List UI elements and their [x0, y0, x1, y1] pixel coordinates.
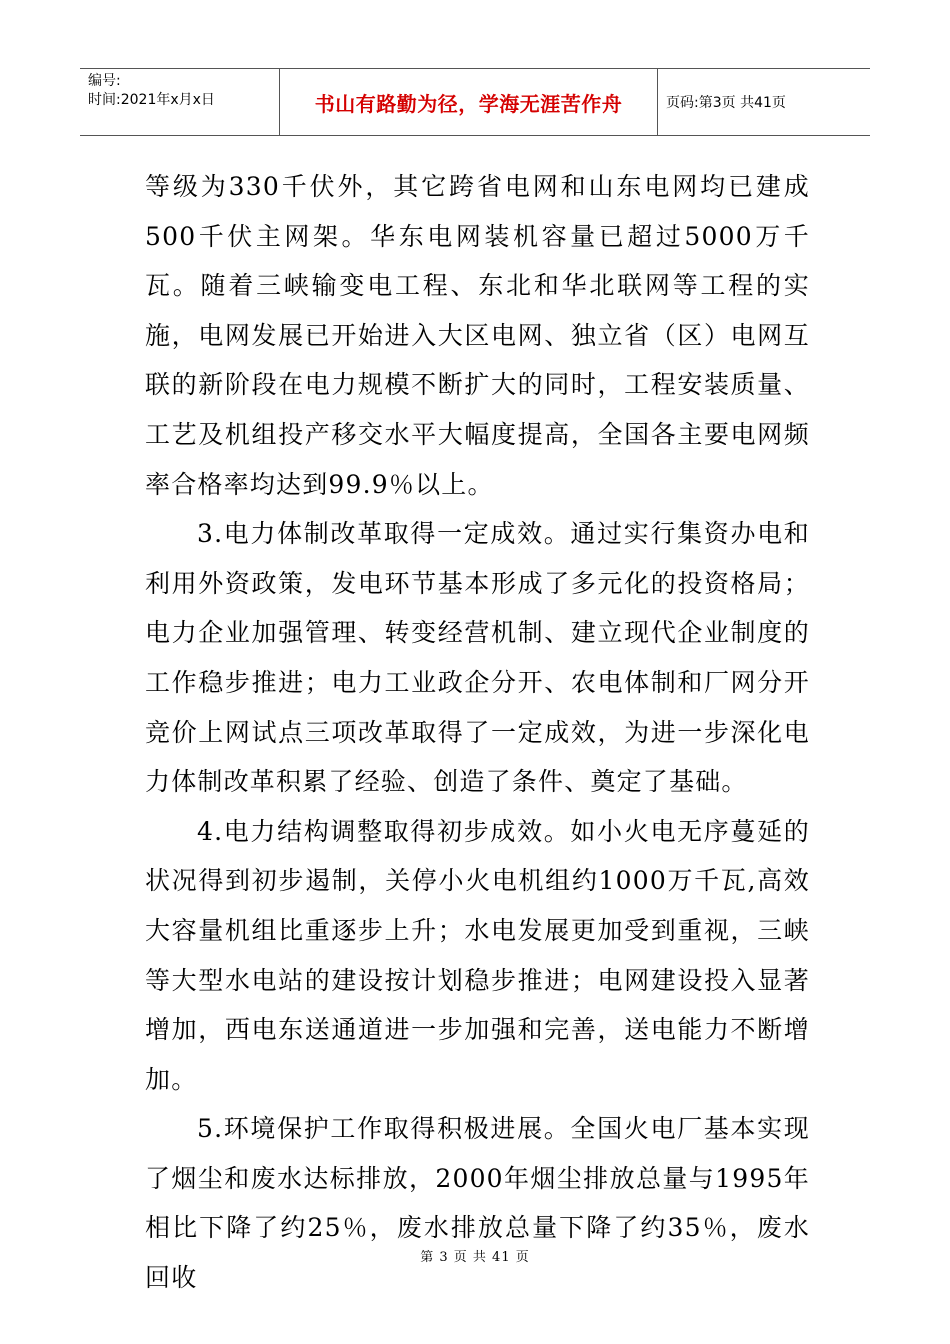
header-meta: [80, 69, 280, 135]
paragraph-environmental-protection: 5.环境保护工作取得积极进展。全国火电厂基本实现了烟尘和废水达标排放，2000年烟尘排放总量与1995年相比下降了约25％，废水排放总量下降了约35％，废水回收: [145, 1114, 810, 1293]
header-page-info-cell: [658, 69, 870, 135]
paragraph-power-system-reform: 3.电力体制改革取得一定成效。通过实行集资办电和利用外资政策，发电环节基本形成了多元化的投资格局；电力企业加强管理、转变经营机制、建立现代企业制度的工作稳步推进；电力工业政企分开、农电体制和厂网分开竞价上网试点三项改革取得了一定成效，为进一步深化电力体制改革积累了经验、创造了条件、奠定了基础。: [145, 519, 810, 797]
header-page-info: 页码:第3页 共41页: [666, 95, 786, 111]
document-body: [145, 162, 810, 1303]
paragraph-power-structure-adjustment: 4.电力结构调整取得初步成效。如小火电无序蔓延的状况得到初步遏制，关停小火电机组约1000万千瓦,高效大容量机组比重逐步上升；水电发展更加受到重视，三峡等大型水电站的建设按计划稳步推进；电网建设投入显著增加，西电东送通道进一步加强和完善，送电能力不断增加。: [145, 816, 810, 1094]
paragraph-continuation: 等级为330千伏外，其它跨省电网和山东电网均已建成500千伏主网架。华东电网装机容量已超过5000万千瓦。随着三峡输变电工程、东北和华北联网等工程的实施，电网发展已开始进入大区电网、独立省（区）电网互联的新阶段在电力规模不断扩大的同时，工程安装质量、工艺及机组投产移交水平大幅度提高，全国各主要电网频率合格率均达到99.9％以上。: [145, 172, 810, 499]
document-number-label: 编号:: [88, 73, 121, 89]
header-motto-cell: [280, 69, 658, 135]
page-footer: 第 3 页 共 41 页: [420, 1250, 530, 1265]
page-header: [80, 68, 870, 136]
document-time: 时间:2021年x月x日: [88, 92, 215, 108]
header-motto: 书山有路勤为径，学海无涯苦作舟: [314, 91, 623, 116]
